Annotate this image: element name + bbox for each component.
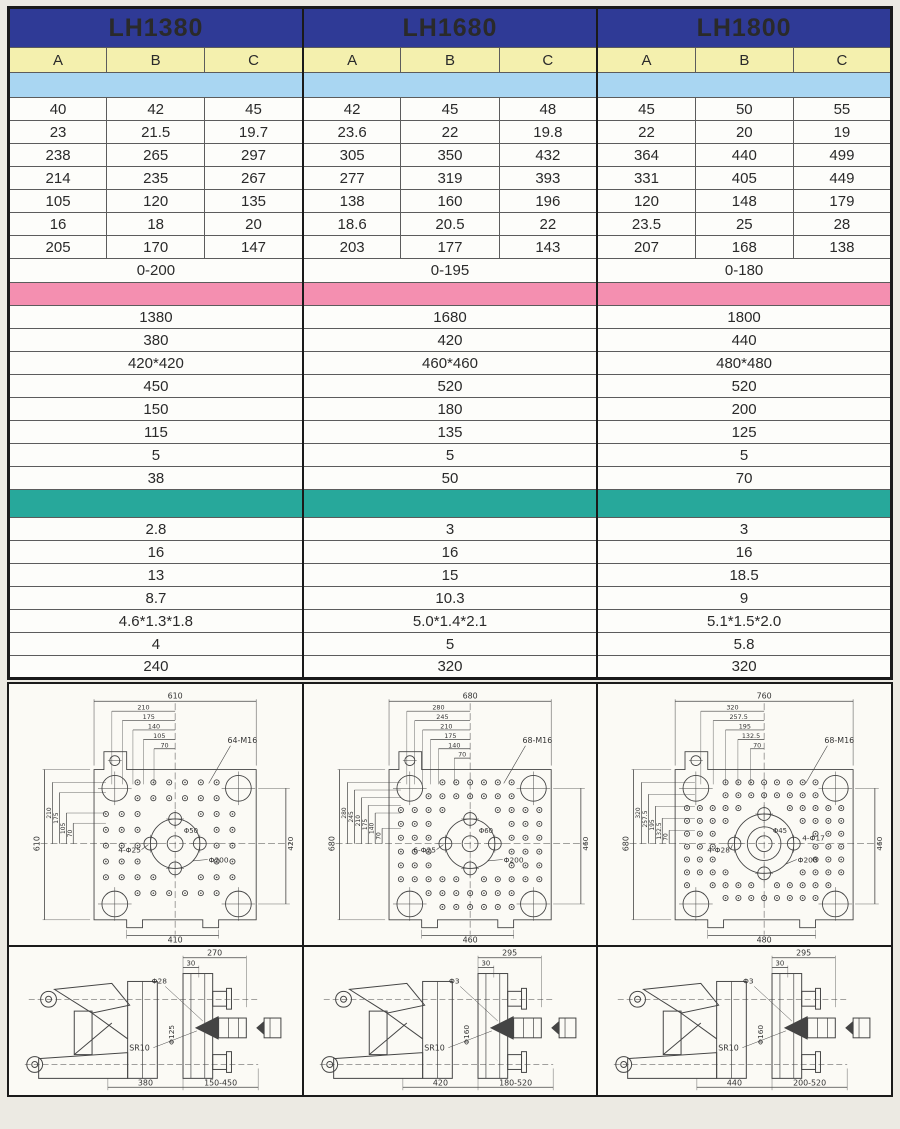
tie-rod-flange <box>227 1052 232 1073</box>
dim-line <box>806 746 828 784</box>
injection-barrel <box>808 1018 836 1038</box>
spec-cell: 5 <box>9 444 303 467</box>
dim-top-0: 210 <box>137 703 150 712</box>
spec-cell: 520 <box>597 375 891 398</box>
spec-cell: 18.6 <box>303 213 401 236</box>
dim-top-0: 280 <box>432 703 445 712</box>
spec-cell: 19 <box>793 121 891 144</box>
model-title: LH1800 <box>597 8 891 48</box>
spec-cell: 319 <box>401 167 499 190</box>
col-header: B <box>107 48 205 73</box>
tip-radius-label: SR10 <box>423 1043 445 1053</box>
tie-rod-flange <box>521 988 526 1009</box>
dim-line <box>74 1023 112 1055</box>
spec-cell: 160 <box>401 190 499 213</box>
range-cell: 0-180 <box>597 259 891 283</box>
dim-line <box>785 859 797 864</box>
spec-cell: 440 <box>695 144 793 167</box>
tie-rod-flange <box>227 988 232 1009</box>
spec-cell: 125 <box>597 421 891 444</box>
spec-cell: 45 <box>401 98 499 121</box>
platen-drawings-row <box>7 682 893 947</box>
spec-cell: 179 <box>793 190 891 213</box>
spec-cell: 350 <box>401 144 499 167</box>
dim-left-2: 210 <box>354 815 362 827</box>
dim-line <box>487 859 502 860</box>
machine-base <box>333 1053 422 1079</box>
dim-top: 295 <box>501 948 517 958</box>
machine-base <box>39 1053 128 1079</box>
bolt-spec-label: 64-M16 <box>227 735 258 745</box>
dim-left-3: 70 <box>66 829 74 838</box>
spec-cell: 277 <box>303 167 401 190</box>
dim-line <box>192 859 207 860</box>
dim-top2: 30 <box>186 959 196 968</box>
dim-left-5: 70 <box>375 832 383 840</box>
spec-cell: 214 <box>9 167 107 190</box>
spec-table <box>7 6 893 680</box>
tip-radius-label: SR10 <box>129 1043 150 1053</box>
tie-rod-flange <box>816 1052 821 1073</box>
spec-cell: 50 <box>695 98 793 121</box>
spec-cell: 38 <box>9 467 303 490</box>
spec-cell: 235 <box>107 167 205 190</box>
platen-drawing-lh1380 <box>9 684 302 945</box>
spec-cell: 120 <box>107 190 205 213</box>
spec-cell: 138 <box>793 236 891 259</box>
circle-dia-label: Φ200 <box>503 855 524 865</box>
dim-top-4: 70 <box>160 741 169 750</box>
spec-cell: 138 <box>303 190 401 213</box>
spec-cell: 21.5 <box>107 121 205 144</box>
spec-cell: 48 <box>499 98 597 121</box>
spec-cell: 499 <box>793 144 891 167</box>
spec-cell: 5 <box>597 444 891 467</box>
dim-top2: 30 <box>481 959 491 968</box>
spec-cell: 4.6*1.3*1.8 <box>9 610 303 633</box>
bore-dia-label: Φ160 <box>461 1024 471 1045</box>
spec-cell: 205 <box>9 236 107 259</box>
spec-cell: 16 <box>9 541 303 564</box>
platen-panel-1 <box>7 682 304 947</box>
tie-rod-stub <box>507 991 521 1006</box>
circle-dia-label: Φ200 <box>208 855 229 865</box>
spec-cell: 40 <box>9 98 107 121</box>
col-header: B <box>695 48 793 73</box>
tie-rod-stub <box>213 1055 227 1070</box>
dim-base: 380 <box>137 1078 153 1088</box>
spec-cell: 177 <box>401 236 499 259</box>
dim-top-2: 210 <box>439 722 453 731</box>
spec-cell: 170 <box>107 236 205 259</box>
bolt-spec-label: 68-M16 <box>522 735 552 745</box>
range-cell: 0-195 <box>303 259 597 283</box>
spec-cell: 5 <box>303 444 597 467</box>
spec-cell: 25 <box>695 213 793 236</box>
toggle-support <box>369 1011 387 1055</box>
spec-cell: 45 <box>597 98 695 121</box>
col-header: C <box>793 48 891 73</box>
tie-rod-stub <box>802 991 816 1006</box>
spare-nozzle-tip <box>256 1021 264 1035</box>
spec-cell: 207 <box>597 236 695 259</box>
holes-spec-label: 4-Φ25 <box>118 845 141 855</box>
spec-cell: 143 <box>499 236 597 259</box>
spec-cell: 42 <box>303 98 401 121</box>
nozzle-dia-label: Φ3 <box>448 976 460 986</box>
sideview-figure <box>319 956 575 1090</box>
spec-cell: 18 <box>107 213 205 236</box>
dim-left-0: 210 <box>46 807 54 819</box>
dim-stroke: 200-520 <box>793 1078 827 1088</box>
spec-cell: 16 <box>9 213 107 236</box>
sideview-drawing-lh1800 <box>598 947 891 1095</box>
dim-stroke: 150-450 <box>204 1078 238 1088</box>
spec-cell: 23 <box>9 121 107 144</box>
spec-cell: 22 <box>401 121 499 144</box>
ring-dia-label: Φ60 <box>478 826 493 835</box>
spec-cell: 200 <box>597 398 891 421</box>
spec-cell: 22 <box>597 121 695 144</box>
spec-cell: 1380 <box>9 306 303 329</box>
spec-cell: 150 <box>9 398 303 421</box>
tie-rod-flange <box>521 1052 526 1073</box>
spec-cell: 147 <box>205 236 303 259</box>
spec-cell: 380 <box>9 329 303 352</box>
dim-line <box>664 1023 702 1055</box>
spec-cell: 196 <box>499 190 597 213</box>
spec-cell: 15 <box>303 564 597 587</box>
spec-cell: 70 <box>597 467 891 490</box>
spec-cell: 460*460 <box>303 352 597 375</box>
spare-nozzle-tip <box>551 1021 559 1035</box>
spec-cell: 3 <box>597 518 891 541</box>
toggle-support <box>74 1011 92 1055</box>
spec-cell: 23.5 <box>597 213 695 236</box>
dim-left-1: 245 <box>347 811 355 823</box>
spec-cell: 420*420 <box>9 352 303 375</box>
dim-top-overall: 760 <box>756 691 773 701</box>
platen-panel-3 <box>598 682 893 947</box>
dim-base: 420 <box>432 1078 448 1088</box>
spec-cell: 20.5 <box>401 213 499 236</box>
spec-cell: 23.6 <box>303 121 401 144</box>
dim-right: 460 <box>580 836 590 851</box>
spec-cell: 19.8 <box>499 121 597 144</box>
clamp-arm <box>644 983 719 1013</box>
dim-top-4: 70 <box>753 741 762 750</box>
dim-top-1: 245 <box>435 713 449 722</box>
spec-cell: 3 <box>303 518 597 541</box>
dim-left-overall: 610 <box>32 836 42 852</box>
platen-panel-2 <box>304 682 599 947</box>
spec-cell: 320 <box>597 656 891 679</box>
spec-cell: 297 <box>205 144 303 167</box>
spec-cell: 18.5 <box>597 564 891 587</box>
pink-band <box>303 283 597 306</box>
dim-top-3: 175 <box>443 731 457 740</box>
pink-band <box>597 283 891 306</box>
spec-cell: 331 <box>597 167 695 190</box>
spec-cell: 5.8 <box>597 633 891 656</box>
dim-top-2: 140 <box>147 722 161 731</box>
nozzle-cone <box>490 1016 514 1040</box>
spec-cell: 50 <box>303 467 597 490</box>
spec-cell: 480*480 <box>597 352 891 375</box>
nozzle-dia-label: Φ3 <box>743 976 754 986</box>
spec-cell: 148 <box>695 190 793 213</box>
spec-cell: 115 <box>9 421 303 444</box>
dim-right: 420 <box>285 836 295 851</box>
dim-line <box>503 746 525 784</box>
teal-band <box>597 490 891 518</box>
tie-rod-stub <box>507 1055 521 1070</box>
spec-cell: 405 <box>695 167 793 190</box>
sideview-figure <box>614 956 870 1090</box>
spec-cell: 5 <box>303 633 597 656</box>
model-title: LH1380 <box>9 8 303 48</box>
spec-cell: 180 <box>303 398 597 421</box>
teal-band <box>9 490 303 518</box>
spec-cell: 364 <box>597 144 695 167</box>
spec-cell: 5.1*1.5*2.0 <box>597 610 891 633</box>
pink-band <box>9 283 303 306</box>
platen-drawing-lh1800 <box>598 684 891 945</box>
col-header: A <box>597 48 695 73</box>
spec-cell: 20 <box>205 213 303 236</box>
dim-bottom: 460 <box>462 935 478 945</box>
dim-bottom: 480 <box>756 935 773 945</box>
spec-cell: 168 <box>695 236 793 259</box>
spec-cell: 305 <box>303 144 401 167</box>
spec-cell: 13 <box>9 564 303 587</box>
spec-cell: 4 <box>9 633 303 656</box>
dim-right: 460 <box>875 836 885 851</box>
sideview-panel-2 <box>304 947 599 1097</box>
dim-left-1: 257.5 <box>642 810 650 828</box>
sideview-panel-3 <box>598 947 893 1097</box>
dim-line <box>369 1023 407 1055</box>
dim-left-0: 280 <box>340 807 348 819</box>
spare-nozzle-body <box>853 1018 870 1038</box>
dim-left-3: 175 <box>361 818 369 831</box>
sideview-panel-1 <box>7 947 304 1097</box>
spec-cell: 440 <box>597 329 891 352</box>
spare-nozzle-body <box>264 1018 281 1038</box>
injection-barrel <box>513 1018 541 1038</box>
spec-cell: 42 <box>107 98 205 121</box>
spec-cell: 238 <box>9 144 107 167</box>
tie-rod-flange <box>816 988 821 1009</box>
spec-cell: 320 <box>303 656 597 679</box>
side-view-drawings-row <box>7 947 893 1097</box>
spec-cell: 240 <box>9 656 303 679</box>
spec-cell: 5.0*1.4*2.1 <box>303 610 597 633</box>
spec-cell: 265 <box>107 144 205 167</box>
col-header: B <box>401 48 499 73</box>
dim-line <box>731 845 733 850</box>
spec-cell: 1680 <box>303 306 597 329</box>
dim-stroke: 180-520 <box>498 1078 532 1088</box>
holes-spec-label: 4-Φ28 <box>707 845 731 855</box>
machine-base <box>628 1053 717 1079</box>
dim-top-4: 140 <box>447 741 461 750</box>
blue-band <box>597 73 891 98</box>
spec-cell: 2.8 <box>9 518 303 541</box>
bore-dia-label: Φ125 <box>167 1024 177 1045</box>
blue-band <box>303 73 597 98</box>
dim-top-1: 257.5 <box>729 713 749 722</box>
spec-cell: 45 <box>205 98 303 121</box>
injection-barrel <box>219 1018 247 1038</box>
spec-cell: 105 <box>9 190 107 213</box>
blue-band <box>9 73 303 98</box>
holes-spec-label: 6-Φ25 <box>412 845 436 855</box>
col-header: A <box>9 48 107 73</box>
spec-cell: 16 <box>303 541 597 564</box>
spec-cell: 10.3 <box>303 587 597 610</box>
dim-top-overall: 680 <box>462 691 478 701</box>
range-cell: 0-200 <box>9 259 303 283</box>
sideview-drawing-lh1380 <box>9 947 302 1095</box>
bore-dia-label: Φ160 <box>756 1024 766 1045</box>
dim-base: 440 <box>727 1078 743 1088</box>
dim-top-3: 132.5 <box>742 731 761 740</box>
dim-left-overall: 680 <box>621 836 631 852</box>
spec-cell: 449 <box>793 167 891 190</box>
circle-dia-label: Φ200 <box>797 855 818 865</box>
spec-cell: 120 <box>597 190 695 213</box>
spec-cell: 135 <box>205 190 303 213</box>
spec-cell: 450 <box>9 375 303 398</box>
nozzle-dia-label: Φ28 <box>151 976 167 986</box>
spec-cell: 203 <box>303 236 401 259</box>
spec-cell: 420 <box>303 329 597 352</box>
sideview-drawing-lh1680 <box>304 947 597 1095</box>
model-title: LH1680 <box>303 8 597 48</box>
dim-left-overall: 680 <box>327 836 337 852</box>
clamp-arm <box>54 983 129 1013</box>
spec-cell: 9 <box>597 587 891 610</box>
tie-rod-stub <box>213 991 227 1006</box>
dim-top2: 30 <box>775 959 785 968</box>
teal-band <box>303 490 597 518</box>
spec-cell: 393 <box>499 167 597 190</box>
dim-line <box>460 986 498 1021</box>
clamp-arm <box>349 983 424 1013</box>
dim-left-2: 195 <box>649 819 657 831</box>
spec-cell: 267 <box>205 167 303 190</box>
dim-top-0: 320 <box>726 703 739 712</box>
col-header: C <box>205 48 303 73</box>
dim-top: 295 <box>796 948 812 958</box>
tie-rod-stub <box>802 1055 816 1070</box>
dim-line <box>209 746 231 784</box>
dim-left-4: 140 <box>368 822 376 834</box>
col-header: C <box>499 48 597 73</box>
spec-cell: 19.7 <box>205 121 303 144</box>
spec-cell: 1800 <box>597 306 891 329</box>
dim-top-3: 105 <box>153 731 166 740</box>
dim-top-1: 175 <box>142 713 155 722</box>
nozzle-cone <box>784 1016 808 1040</box>
bolt-spec-label: 68-M16 <box>824 735 855 745</box>
spare-nozzle-body <box>559 1018 576 1038</box>
dim-left-0: 320 <box>635 807 643 819</box>
extra-holes-label: 4-Φ17 <box>802 833 826 843</box>
dim-top-overall: 610 <box>167 691 183 701</box>
spec-cell: 22 <box>499 213 597 236</box>
dim-left-2: 105 <box>59 822 67 834</box>
dim-left-1: 175 <box>52 812 60 824</box>
spare-nozzle-tip <box>846 1021 854 1035</box>
dim-left-3: 132.5 <box>656 822 664 840</box>
ring-dia-label: Φ50 <box>183 826 199 835</box>
drawings-section <box>7 682 893 1097</box>
spec-cell: 16 <box>597 541 891 564</box>
dim-top: 270 <box>207 948 223 958</box>
dim-line <box>165 986 203 1021</box>
corner-holes <box>98 756 255 921</box>
hole-grid <box>103 780 235 896</box>
spec-cell: 432 <box>499 144 597 167</box>
dim-line <box>755 986 793 1021</box>
platen-drawing-lh1680 <box>304 684 597 945</box>
spec-cell: 520 <box>303 375 597 398</box>
toggle-support <box>664 1011 682 1055</box>
spec-cell: 135 <box>303 421 597 444</box>
spec-cell: 20 <box>695 121 793 144</box>
nozzle-cone <box>195 1016 219 1040</box>
spec-cell: 28 <box>793 213 891 236</box>
dim-top-5: 70 <box>457 750 466 759</box>
spec-cell: 8.7 <box>9 587 303 610</box>
spec-cell: 55 <box>793 98 891 121</box>
ring-dia-label: Φ45 <box>773 826 788 835</box>
dim-top-2: 195 <box>739 722 752 731</box>
dim-left-4: 70 <box>663 833 671 841</box>
col-header: A <box>303 48 401 73</box>
dim-bottom: 410 <box>167 935 183 945</box>
tip-radius-label: SR10 <box>718 1043 740 1053</box>
